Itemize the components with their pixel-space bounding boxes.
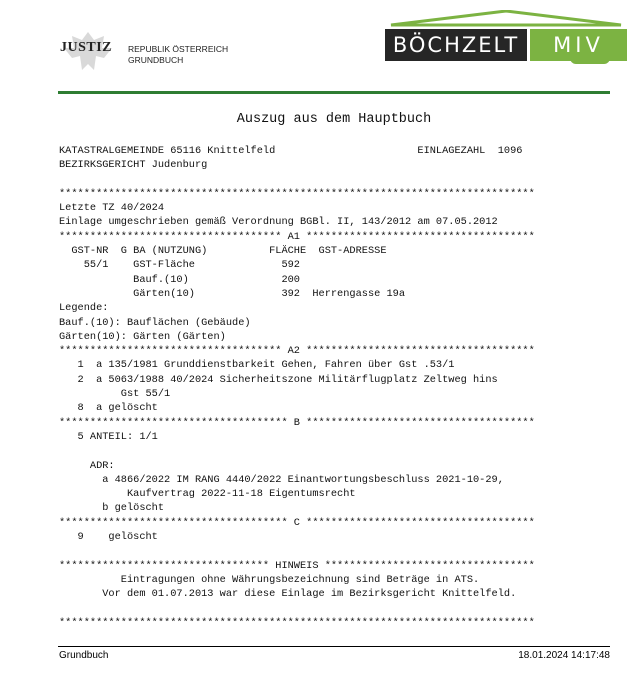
- document-line: ADR:: [59, 459, 115, 472]
- document-line: [59, 173, 535, 187]
- brand-name: BÖCHZELT: [385, 29, 527, 61]
- document-line: 55/1 GST-Fläche 592: [59, 259, 300, 272]
- document-line: ************************************* B *************************************: [59, 416, 535, 429]
- document-line: 5 ANTEIL: 1/1: [59, 430, 158, 443]
- document-line: Kaufvertrag 2022-11-18 Eigentumsrecht: [59, 488, 356, 501]
- document-line: GST-NR G BA (NUTZUNG) FLÄCHE GST-ADRESSE: [59, 245, 387, 258]
- document-line: Gärten(10): Gärten (Gärten): [59, 330, 226, 343]
- document-line: ************************************* C *************************************: [59, 516, 535, 529]
- document-line: Vor dem 01.07.2013 war diese Einlage im Bezirksgericht Knittelfeld.: [59, 588, 517, 601]
- document-line: a 4866/2022 IM RANG 4440/2022 Einantwortungsbeschluss 2021-10-29,: [59, 473, 504, 486]
- brand-logo: [385, 10, 627, 62]
- document-body: [59, 144, 535, 630]
- brand-suffix: MIV: [530, 29, 627, 61]
- footer-label: Grundbuch: [59, 650, 109, 661]
- document-line: 2 a 5063/1988 40/2024 Sicherheitszone Militärflugplatz Zeltweg hins: [59, 373, 498, 386]
- document-line: 9 gelöscht: [59, 531, 158, 544]
- document-line: Eintragungen ohne Währungsbezeichnung sind Beträge in ATS.: [59, 573, 480, 586]
- roof-icon: [385, 10, 627, 27]
- document-line: Legende:: [59, 302, 109, 315]
- document-line: *****************************************************************************: [59, 616, 535, 629]
- document-line: 8 a gelöscht: [59, 402, 158, 415]
- document-line: Letzte TZ 40/2024: [59, 202, 165, 215]
- document-line: 1 a 135/1981 Grunddienstbarkeit Gehen, Fahren über Gst .53/1: [59, 359, 455, 372]
- document-line: ************************************ A1 *************************************: [59, 230, 535, 243]
- document-line: Gst 55/1: [59, 388, 171, 401]
- document-line: [59, 444, 535, 458]
- document-line: [59, 602, 535, 616]
- header-divider: [58, 91, 610, 94]
- grundbuch-label: GRUNDBUCH: [128, 55, 184, 65]
- document-title: Auszug aus dem Hauptbuch: [236, 112, 432, 127]
- document-line: Bauf.(10) 200: [59, 273, 300, 286]
- document-line: ********************************** HINWEIS **********************************: [59, 559, 535, 572]
- footer-timestamp: 18.01.2024 14:17:48: [518, 650, 610, 661]
- document-line: ************************************ A2 *************************************: [59, 345, 535, 358]
- document-line: b gelöscht: [59, 502, 165, 515]
- document-line: [59, 544, 535, 558]
- document-line: Einlage umgeschrieben gemäß Verordnung BGBl. II, 143/2012 am 07.05.2012: [59, 216, 498, 229]
- document-line: *****************************************************************************: [59, 187, 535, 200]
- justiz-logo-text: JUSTIZ: [60, 40, 113, 55]
- document-line: Gärten(10) 392 Herrengasse 19a: [59, 287, 406, 300]
- document-line: BEZIRKSGERICHT Judenburg: [59, 159, 208, 172]
- footer-divider: [58, 646, 610, 647]
- brand-underline: [570, 58, 610, 64]
- republic-label: REPUBLIK ÖSTERREICH: [128, 44, 229, 54]
- document-line: Bauf.(10): Bauflächen (Gebäude): [59, 316, 251, 329]
- document-line: KATASTRALGEMEINDE 65116 Knittelfeld EINLAGEZAHL 1096: [59, 145, 523, 157]
